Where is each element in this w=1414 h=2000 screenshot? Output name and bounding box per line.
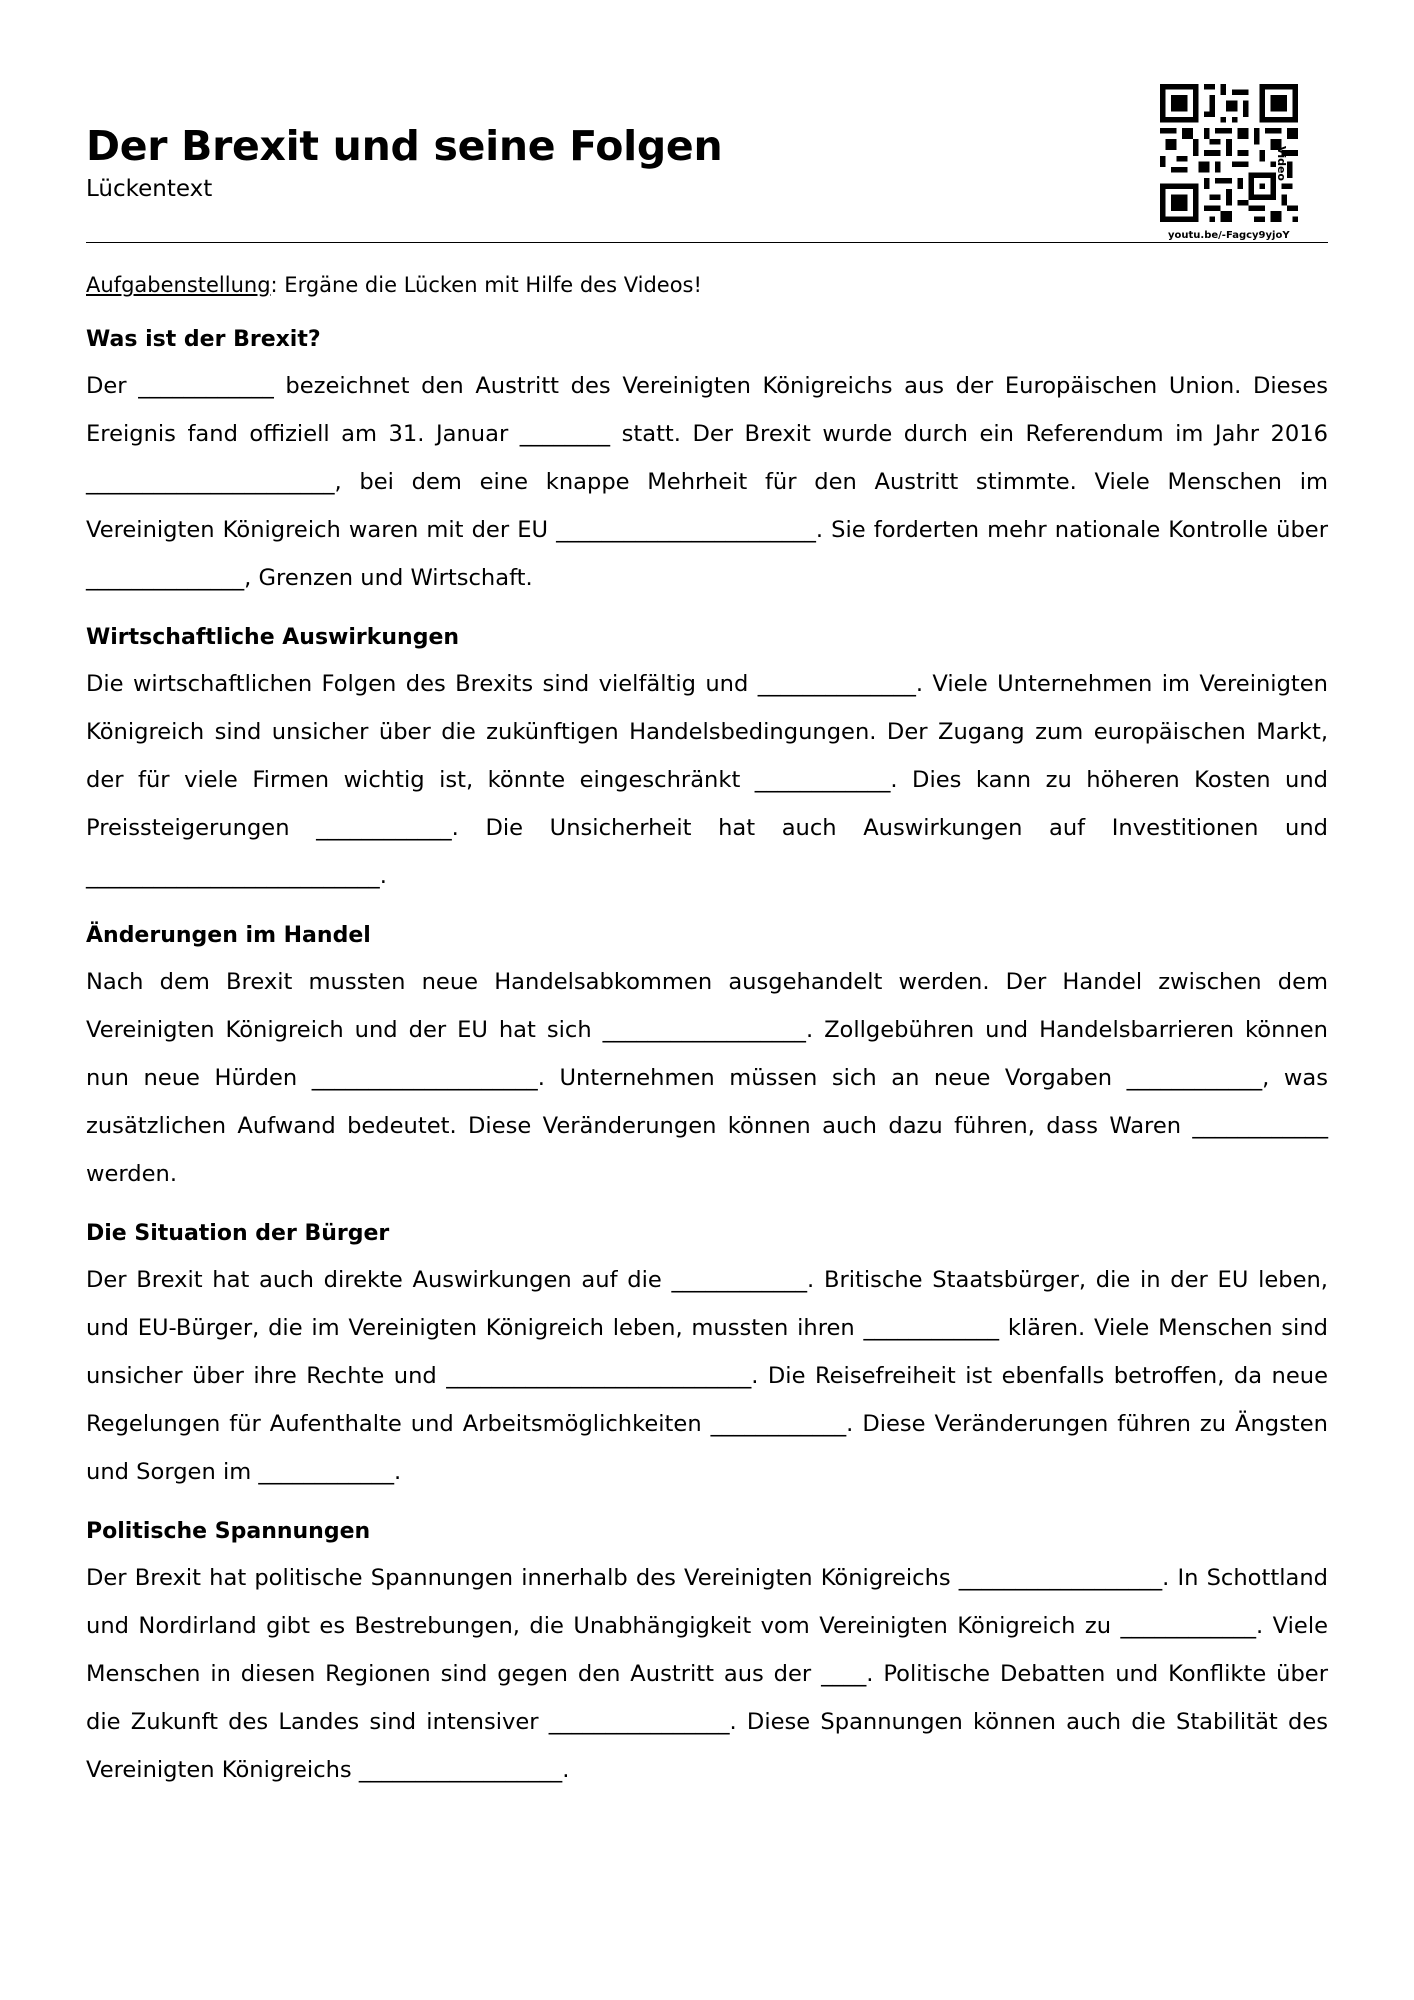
section-text: Nach dem Brexit mussten neue Handelsabkommen ausgehandelt werden. Der Handel zwischen dem Vereinigten Königreich und der EU hat sich __________________. Zollgebühren und Handelsbarrieren können nun neue Hürden ____________________. Unternehmen müssen sich an neue Vorgaben ____________, was zusätzlichen Aufwand bedeutet. Diese Veränderungen können auch dazu führen, dass Waren ____________ werden.	[86, 969, 1328, 1187]
section-aenderungen-im-handel	[86, 918, 1328, 1198]
qr-code-block	[1160, 84, 1328, 242]
qr-video-url: youtu.be/-Fagcy9yjoY	[1168, 230, 1290, 241]
section-heading: Wirtschaftliche Auswirkungen	[86, 625, 460, 650]
task-text: : Ergäne die Lücken mit Hilfe des Videos!	[270, 273, 702, 297]
cloze-content	[86, 322, 1328, 1812]
worksheet-page	[86, 0, 1328, 2000]
section-was-ist-der-brexit	[86, 322, 1328, 602]
page-subtitle: Lückentext	[86, 176, 213, 202]
section-text: Der Brexit hat politische Spannungen innerhalb des Vereinigten Königreichs __________________. In Schottland und Nordirland gibt es Bestrebungen, die Unabhängigkeit vom Vereinigten Königreich zu ____________. Viele Menschen in diesen Regionen sind gegen den Austritt aus der ____. Politische Debatten und Konflikte über die Zukunft des Landes sind intensiver ________________. Diese Spannungen können auch die Stabilität des Vereinigten Königreichs __________________.	[86, 1565, 1328, 1783]
section-heading: Politische Spannungen	[86, 1519, 371, 1544]
section-text: Die wirtschaftlichen Folgen des Brexits sind vielfältig und ______________. Viele Unternehmen im Vereinigten Königreich sind unsicher über die zukünftigen Handelsbedingungen. Der Zugang zum europäischen Markt, der für viele Firmen wichtig ist, könnte eingeschränkt ____________. Dies kann zu höheren Kosten und Preissteigerungen ____________. Die Unsicherheit hat auch Auswirkungen auf Investitionen und __________________________.	[86, 671, 1328, 889]
section-text: Der Brexit hat auch direkte Auswirkungen auf die ____________. Britische Staatsbürger, die in der EU leben, und EU-Bürger, die im Vereinigten Königreich leben, mussten ihren ____________ klären. Viele Menschen sind unsicher über ihre Rechte und ___________________________. Die Reisefreiheit ist ebenfalls betroffen, da neue Regelungen für Aufenthalte und Arbeitsmöglichkeiten ____________. Diese Veränderungen führen zu Ängsten und Sorgen im ____________.	[86, 1267, 1328, 1485]
section-heading: Die Situation der Bürger	[86, 1221, 390, 1246]
worksheet-header	[86, 84, 1328, 242]
qr-video-label: Video	[1275, 146, 1288, 181]
task-label: Aufgabenstellung	[86, 273, 271, 297]
page-title: Der Brexit und seine Folgen	[86, 122, 723, 170]
section-heading: Änderungen im Handel	[86, 923, 371, 948]
section-text: Der ____________ bezeichnet den Austritt des Vereinigten Königreichs aus der Europäischen Union. Dieses Ereignis fand offiziell am 31. Januar ________ statt. Der Brexit wurde durch ein Referendum im Jahr 2016 ______________________, bei dem eine knappe Mehrheit für den Austritt stimmte. Viele Menschen im Vereinigten Königreich waren mit der EU _______________________. Sie forderten mehr nationale Kontrolle über ______________, Grenzen und Wirtschaft.	[86, 373, 1328, 591]
task-instruction	[86, 270, 702, 300]
section-heading: Was ist der Brexit?	[86, 327, 321, 352]
section-wirtschaftliche-auswirkungen	[86, 620, 1328, 900]
section-politische-spannungen	[86, 1514, 1328, 1794]
header-divider	[86, 242, 1328, 243]
section-situation-der-buerger	[86, 1216, 1328, 1496]
